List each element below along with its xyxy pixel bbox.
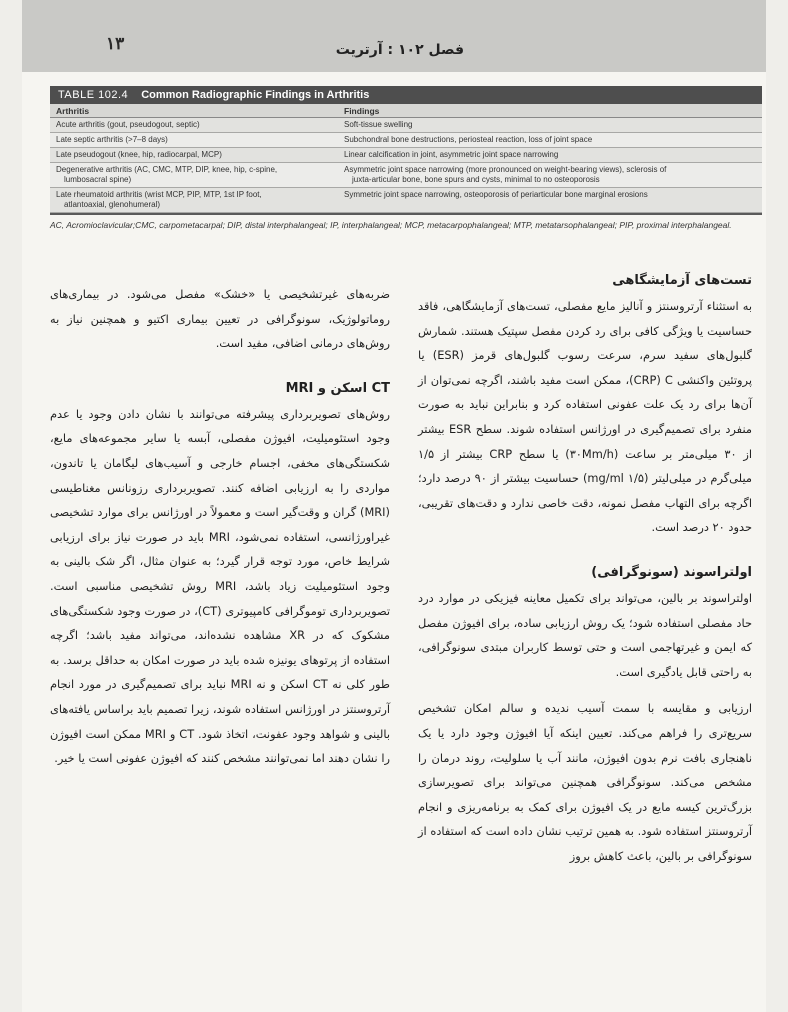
table-row [50,118,762,133]
table-title: Common Radiographic Findings in Arthritis [141,89,370,101]
arthritis-cell: Acute arthritis (gout, pseudogout, septic) [50,118,338,133]
arthritis-cell: Degenerative arthritis (AC, CMC, MTP, DIP, knee, hip, c-spine, lumbosacral spine) [50,163,338,188]
lab-tests-paragraph: به استثناء آرتروسنتز و آنالیز مایع مفصلی، تست‌های آزمایشگاهی، فاقد حساسیت یا ویژگی کافی برای رد کردن مفصل سپتیک هستند. شمارش گلبول‌های سفید سرم، سرعت رسوب گلبول‌های قرمز (ESR) یا پروتئین واکنشی CRP) C)، ممکن است مفید باشند، اگرچه نمی‌توان از آن‌ها برای رد یک علت عفونی استفاده کرد و بنابراین نباید به صورت منفرد برای تصمیم‌گیری در اورژانس استفاده شوند. سطح ESR بیشتر از ۳۰ میلی‌متر بر ساعت (۳۰Mm/h) یا سطح CRP بیشتر از ۱/۵ میلی‌گرم در میلی‌لیتر (۱/۵ mg/ml) حساسیت بیشتر از ۹۰ درصد دارد؛ اگرچه برای التهاب مفصل نمونه، دقت خاصی ندارد و دقت‌های تقریبی، حدود ۲۰ درصد است. [418,299,752,535]
arthritis-cell: Late rheumatoid arthritis (wrist MCP, PIP, MTP, 1st IP foot, atlantoaxial, glenohumeral) [50,188,338,213]
finding-cell: Linear calcification in joint, asymmetric joint space narrowing [338,148,762,163]
book-page [22,0,766,1012]
ultrasound-paragraph-1: اولتراسوند بر بالین، می‌تواند برای تکمیل معاینه فیزیکی در موارد درد حاد مفصلی استفاده شود؛ یک روش ارزیابی ساده، برای افیوژن مفصل که ایمن و غیرتهاجمی است و حتی توسط کاربران مبتدی سونوگرافی، به راحتی قابل یادگیری است. [418,590,752,679]
ultrasound-paragraph-2: ارزیابی و مقایسه با سمت آسیب ندیده و سالم امکان تشخیص سریع‌تری را فراهم می‌کند. تعیین اینکه آیا افیوژن وجود دارد یا یک ناهنجاری بافت نرم بدون افیوژن، مانند آب یا سلولیت، روند درمان را مشخص می‌کند. سونوگرافی همچنین می‌تواند برای تصویرسازی بزرگ‌ترین کیسه مایع در یک افیوژن برای کمک به برنامه‌ریزی و انجام آرتروسنتز استفاده شود. به همین ترتیب نشان داده است که استفاده از سونوگرافی بر بالین، باعث کاهش بروز [418,701,752,863]
table-row [50,148,762,163]
arthritis-cell: Late septic arthritis (>7–8 days) [50,133,338,148]
page-number: ۱۳ [106,34,125,54]
table-footnote: AC, Acromioclavicular;CMC, carpometacarpal; DIP, distal interphalangeal; IP, interphalangeal; MCP, metacarpophalangeal; MTP, metatarsophalangeal; PIP, proximal interphalangeal. [50,220,732,230]
table-number: TABLE 102.4 [58,89,129,101]
column-header: Findings [338,104,762,118]
arthritis-cell: Late pseudogout (knee, hip, radiocarpal, MCP) [50,148,338,163]
intro-paragraph: ضربه‌های غیرتشخیصی یا «خشک» مفصل می‌شود. در بیماری‌های روماتولوژیک، سونوگرافی در تعیین بیماری اکتیو و همچنین نیاز به روش‌های درمانی اضافی، مفید است. [50,287,390,351]
finding-cell: Soft-tissue swelling [338,118,762,133]
page-header [22,0,766,72]
chapter-title: فصل ۱۰۲ : آرتریت [335,42,464,58]
finding-cell: Subchondral bone destructions, periosteal reaction, loss of joint space [338,133,762,148]
lab-tests-heading: تست‌های آزمایشگاهی [612,273,752,288]
ct-mri-paragraph: روش‌های تصویربرداری پیشرفته می‌توانند با نشان دادن وجود یا عدم وجود استئومیلیت، افیوژن مفصلی، آبسه یا سایر مجموعه‌های مایع، شکستگی‌های مخفی، اجسام خارجی و آسیب‌های لیگامان یا تاندون، مواردی را به ارزیابی اضافه کنند. تصویربرداری رزونانس مغناطیسی (MRI) گران و وقت‌گیر است و معمولاً در اورژانس برای موارد تشخیصی غیراورژانسی، استفاده نمی‌شود، MRI باید در صورت نیاز برای ارزیابی شرایط خاص، مورد توجه قرار گیرد؛ به عنوان مثال، اگر شک بالینی به وجود استئومیلیت زیاد باشد، MRI روش تشخیصی مناسبی است. تصویربرداری توموگرافی کامپیوتری (CT)، در صورت وجود شکستگی‌های مشکوک که در XR مشاهده نشده‌اند، می‌تواند مفید باشد؛ اگرچه استفاده از پرتوهای یونیزه شده باید در صورت امکان به حداقل برسد. به طور کلی نه CT اسکن و نه MRI نباید برای تصمیم‌گیری در مورد انجام آرتروسنتز در اورژانس استفاده شوند، زیرا تصمیم باید براساس یافته‌های بالینی و شواهد وجود عفونت، اتخاذ شود. CT و MRI ممکن است افیوژن را نشان دهند اما نمی‌توانند مشخص کنند که افیوژن عفونی است یا خیر. [50,406,391,766]
table-row [50,188,762,213]
table-row [50,163,762,188]
finding-cell: Asymmetric joint space narrowing (more pronounced on weight-bearing views), sclerosis of juxta-articular bone, bone spurs and cysts, minimal to no osteoporosis [338,163,762,188]
column-header: Arthritis [50,104,338,118]
finding-cell: Symmetric joint space narrowing, osteoporosis of periarticular bone marginal erosions [338,188,762,213]
findings-table [50,104,762,213]
table-title-bar [50,86,762,104]
right-text-column [418,268,752,868]
table-header-row [50,104,762,118]
ultrasound-heading: اولتراسوند (سونوگرافی) [591,564,752,580]
radiographic-findings-table [50,86,762,215]
table-row [50,133,762,148]
ct-mri-heading: CT اسکن و MRI [285,380,390,396]
left-text-column [50,282,390,771]
